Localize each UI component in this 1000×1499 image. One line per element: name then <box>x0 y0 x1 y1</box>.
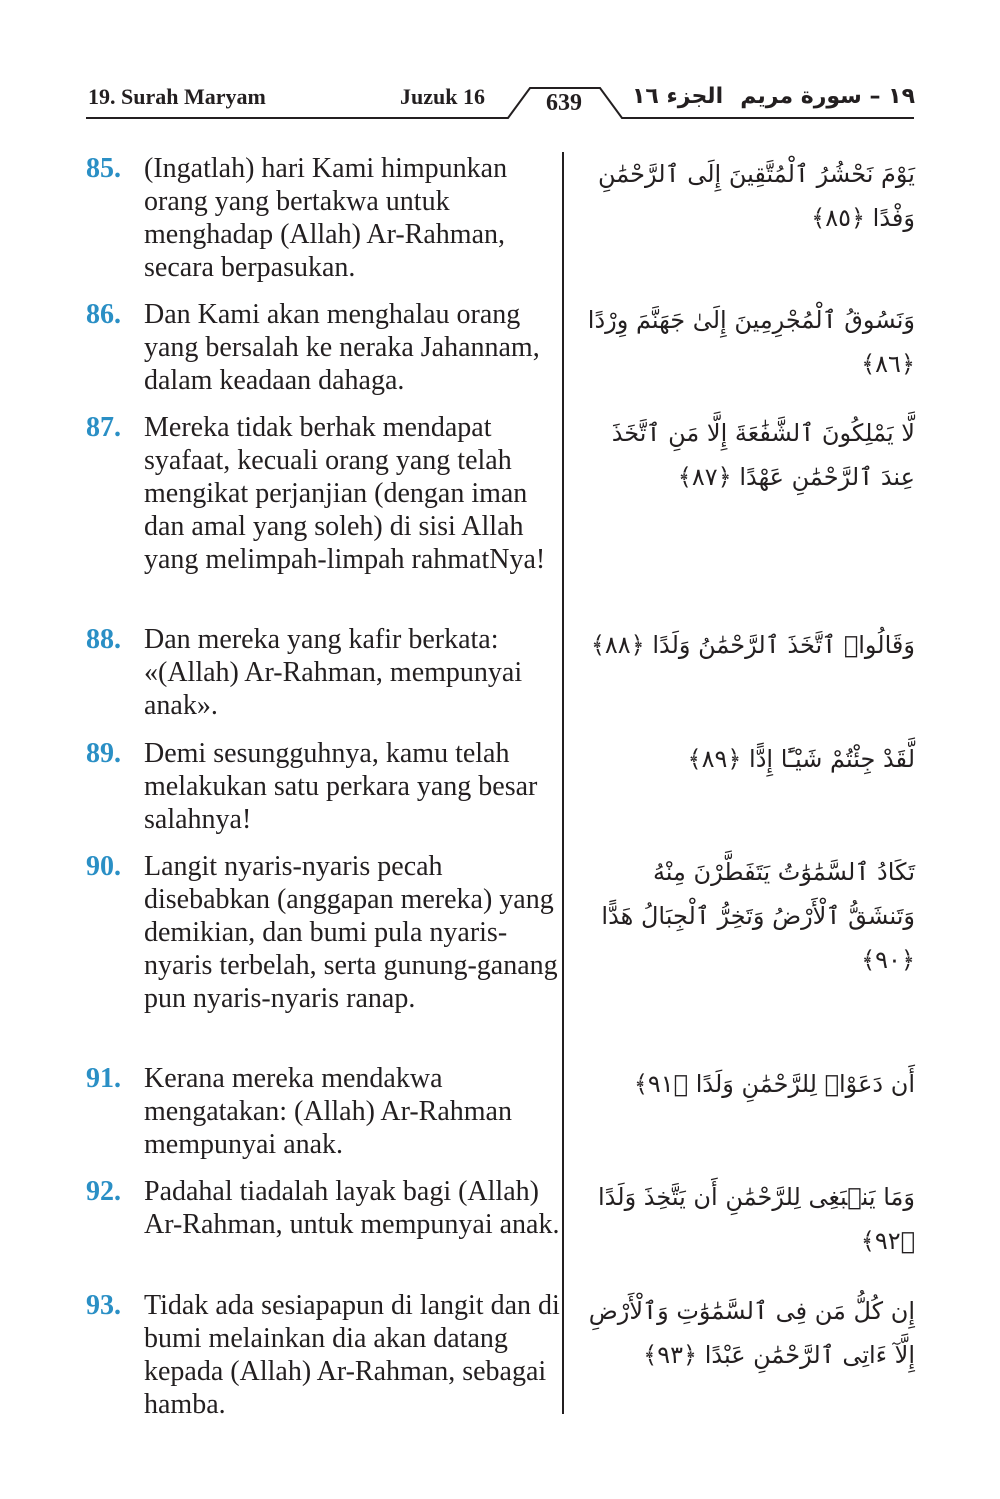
verse-translation: Langit nyaris-nyaris pecah disebabkan (anggapan mereka) yang demikian, dan bumi pula nyaris-nyaris terbelah, serta gunung-ganang pun nyaris-nyaris ranap. <box>144 851 558 1014</box>
verse-number: 93. <box>86 1290 121 1321</box>
verse-number: 87. <box>86 412 121 443</box>
verse-arabic: إِن كُلُّ مَن فِى ٱلسَّمَٰوَٰتِ وَٱلْأَرْضِ إِلَّآ ءَاتِى ٱلرَّحْمَٰنِ عَبْدًا ﴿٩٣﴾ <box>588 1297 915 1369</box>
verse-number: 92. <box>86 1176 121 1207</box>
verse-arabic: وَمَا يَنۢبَغِى لِلرَّحْمَٰنِ أَن يَتَّخِذَ وَلَدًا ﴿٩٢﴾ <box>597 1183 915 1255</box>
verse-number: 89. <box>86 738 121 769</box>
verse-translation: Tidak ada sesiapapun di langit dan di bumi melainkan dia akan datang kepada (Allah) Ar-Rahman, sebagai hamba. <box>144 1290 560 1420</box>
verse-number: 91. <box>86 1063 121 1094</box>
surah-arabic-title: ١٩ – سورة مريم <box>740 84 915 109</box>
verse-arabic: أَن دَعَوْا۟ لِلرَّحْمَٰنِ وَلَدًا ﴿٩١﴾ <box>633 1070 915 1098</box>
juz-arabic-label: الجزء ١٦ <box>632 84 724 109</box>
juzuk-label: Juzuk 16 <box>400 84 485 109</box>
verse-arabic: وَنَسُوقُ ٱلْمُجْرِمِينَ إِلَىٰ جَهَنَّمَ وِرْدًا ﴿٨٦﴾ <box>587 306 915 378</box>
surah-title: 19. Surah Maryam <box>88 84 266 109</box>
verse-translation: Mereka tidak berhak mendapat syafaat, kecuali orang yang telah mengikat perjanjian (dengan iman dan amal yang soleh) di sisi Allah yang melimpah-limpah rahmatNya! <box>144 412 546 575</box>
verse-arabic: يَوْمَ نَحْشُرُ ٱلْمُتَّقِينَ إِلَى ٱلرَّحْمَٰنِ وَفْدًا ﴿٨٥﴾ <box>597 160 915 232</box>
verse-arabic: لَّقَدْ جِئْتُمْ شَيْـًٔا إِدًّا ﴿٨٩﴾ <box>687 745 915 773</box>
verse-number: 86. <box>86 299 121 330</box>
verse-number: 88. <box>86 624 121 655</box>
verse-arabic: لَّا يَمْلِكُونَ ٱلشَّفَٰعَةَ إِلَّا مَنِ ٱتَّخَذَ عِندَ ٱلرَّحْمَٰنِ عَهْدًا ﴿٨٧﴾ <box>611 419 915 491</box>
verse-translation: Dan Kami akan menghalau orang yang bersalah ke neraka Jahannam, dalam keadaan dahaga. <box>144 299 540 396</box>
verse-translation: (Ingatlah) hari Kami himpunkan orang yang bertakwa untuk menghadap (Allah) Ar-Rahman, secara berpasukan. <box>144 153 508 283</box>
header-rule <box>0 0 1000 130</box>
verse-arabic: وَقَالُوا۟ ٱتَّخَذَ ٱلرَّحْمَٰنُ وَلَدًا ﴿٨٨﴾ <box>590 631 915 659</box>
page-number: 639 <box>546 90 582 116</box>
verse-number: 85. <box>86 153 121 184</box>
verse-translation: Demi sesungguhnya, kamu telah melakukan satu perkara yang besar salahnya! <box>144 738 538 835</box>
verse-number: 90. <box>86 851 121 882</box>
verse-arabic: تَكَادُ ٱلسَّمَٰوَٰتُ يَتَفَطَّرْنَ مِنْهُ وَتَنشَقُّ ٱلْأَرْضُ وَتَخِرُّ ٱلْجِبَالُ هَدًّا ﴿٩٠﴾ <box>601 858 915 974</box>
verse-translation: Dan mereka yang kafir berkata: «(Allah) Ar-Rahman, mempunyai anak». <box>144 624 523 721</box>
page-header <box>0 0 1000 130</box>
verse-translation: Kerana mereka mendakwa mengatakan: (Allah) Ar-Rahman mempunyai anak. <box>144 1063 512 1160</box>
verse-translation: Padahal tiadalah layak bagi (Allah) Ar-Rahman, untuk mempunyai anak. <box>144 1176 560 1240</box>
